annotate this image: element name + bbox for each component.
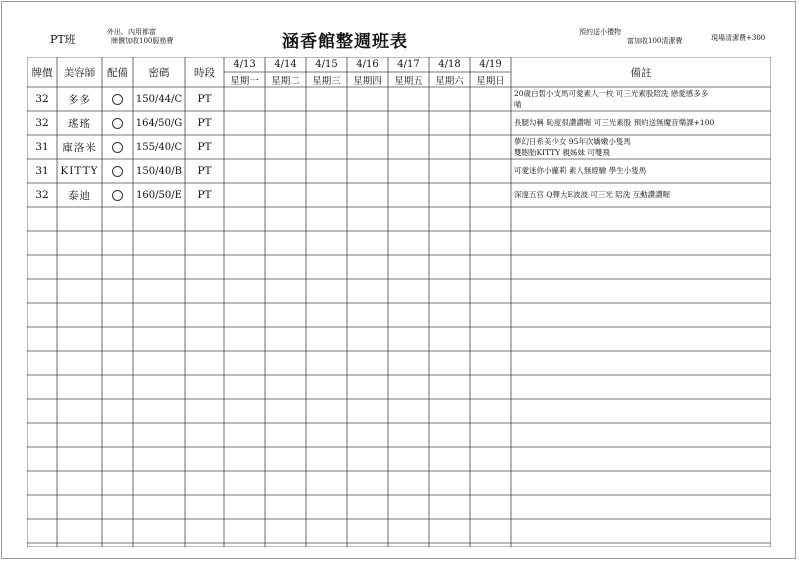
header-date: 4/18 [438,59,461,70]
equipment-cell [102,159,133,183]
measurements-cell: 150/44/C [135,93,183,105]
header-equipment: 配備 [107,66,128,79]
remarks-cell [514,136,768,158]
stylist-name-cell: 庫洛米 [62,141,97,154]
equipment-cell [102,183,133,207]
measurements-cell: 164/50/G [135,117,183,129]
remarks-cell [514,160,768,187]
header-remarks: 備註 [630,66,652,79]
pricing-note-right-line2: 富加收100清潔費 [627,37,683,45]
plate-price-cell: 31 [35,165,49,177]
stylist-name-cell: 瑤瑤 [68,117,91,130]
remarks-line: 夢幻日系美少女 95年次嬌嫩小隻馬 [514,137,631,146]
page-title: 涵香館整週班表 [282,32,408,52]
remarks-line: 20歲白皙小支馬可愛素人一枚 可三光素股陪洗 戀愛感多多 [514,89,709,98]
equipment-circle-icon [112,118,123,129]
equipment-circle-icon [112,190,123,201]
equipment-cell [102,135,133,159]
header-weekday: 星期三 [312,75,341,87]
header-weekday: 星期五 [394,75,423,87]
pricing-note-left-line2: 牌價加收100服務費 [111,37,174,45]
header-date: 4/16 [356,59,379,70]
remarks-cell [514,112,768,139]
header-date: 4/17 [397,59,420,70]
header-code: 密碼 [148,66,170,79]
pricing-note-left-line1: 外出、內用都富 [107,28,156,36]
stylist-name-cell: KITTY [60,165,99,177]
plate-price-cell: 31 [35,141,49,153]
header-date: 4/15 [315,59,338,70]
time-slot-cell: PT [197,93,212,105]
stylist-name-cell: 泰迪 [68,189,91,202]
time-slot-cell: PT [197,141,212,153]
shift-label: PT班 [50,33,76,46]
header-weekday: 星期四 [353,75,382,87]
stylist-name-cell: 多多 [68,93,91,106]
header-date: 4/19 [479,59,502,70]
remarks-line: 深邃五官 Q彈大E波波 可三光 陪洗 互動讚讚喔 [514,190,671,199]
equipment-cell [102,111,133,135]
header-weekday: 星期二 [271,75,300,87]
header-date: 4/13 [233,59,256,70]
time-slot-cell: PT [197,117,212,129]
header-plate-price: 牌價 [31,66,53,79]
remarks-line: 喵 [514,100,522,109]
plate-price-cell: 32 [35,93,49,105]
remarks-cell [514,184,768,211]
header-weekday: 星期一 [230,75,259,87]
measurements-cell: 160/50/E [136,189,182,201]
plate-price-cell: 32 [35,189,49,201]
header-weekday: 星期六 [435,75,464,87]
plate-price-cell: 32 [35,117,49,129]
equipment-circle-icon [112,142,123,153]
pricing-note-right [579,28,682,46]
cleaning-fee-note: 現場清潔費+300 [711,34,766,42]
measurements-cell: 155/40/C [135,141,183,153]
time-slot-cell: PT [197,189,212,201]
header-time-slot: 時段 [194,66,215,79]
pricing-note-right-line1: 預約送小禮物 [579,28,621,36]
remarks-line: 可愛迷你小蘿莉 素人無經驗 學生小隻馬 [514,166,647,175]
pricing-note-left [107,28,173,46]
measurements-cell: 150/40/B [136,165,182,177]
remarks-line: 長腿勾稱 恥度很讚讚喔 可三光素股 預約送無魔音樂課+100 [514,118,715,127]
equipment-cell [102,87,133,111]
time-slot-cell: PT [197,165,212,177]
remarks-cell [514,88,768,110]
schedule-table [27,57,771,547]
header-stylist: 美容師 [63,66,96,79]
equipment-circle-icon [112,166,123,177]
header-weekday: 星期日 [476,75,505,87]
header-date: 4/14 [274,59,297,70]
equipment-circle-icon [112,94,123,105]
remarks-line: 雙胞胎KITTY 親姊妹 可雙飛 [514,148,610,157]
